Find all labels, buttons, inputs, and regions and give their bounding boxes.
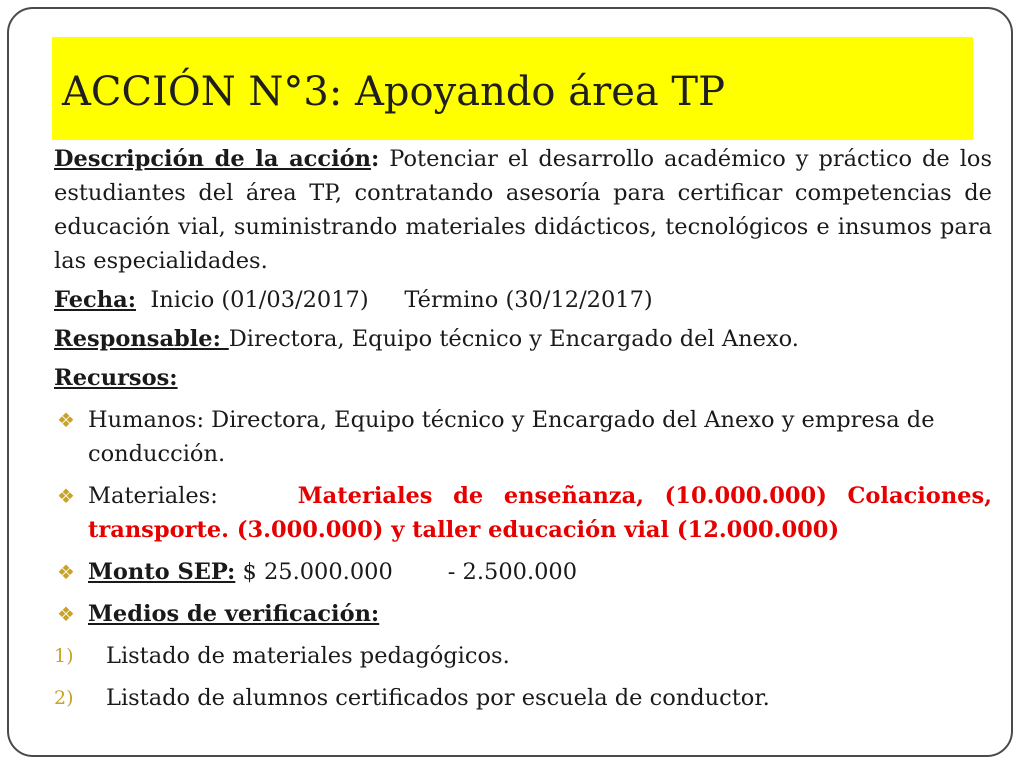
medios-list-text: Listado de materiales pedagógicos. <box>106 643 510 669</box>
slide-content <box>54 142 992 715</box>
recursos-line <box>54 361 992 395</box>
monto-value: $ 25.000.000 <box>242 559 393 585</box>
list-number: 1) <box>54 645 74 667</box>
slide-title: ACCIÓN N°3: Apoyando área TP <box>62 69 726 115</box>
responsable-line <box>54 322 992 356</box>
descripcion-label: Descripción de la acción <box>54 146 371 172</box>
medios-item <box>54 597 992 631</box>
medios-label: Medios de verificación: <box>88 601 380 627</box>
humanos-item <box>54 403 992 471</box>
humanos-text: Humanos: Directora, Equipo técnico y Encargado del Anexo y empresa de conducción. <box>88 407 935 467</box>
medios-list-item <box>54 639 992 673</box>
descripcion-separator: : <box>370 146 380 172</box>
responsable-label: Responsable: <box>54 326 229 352</box>
medios-list-text: Listado de alumnos certificados por escuela de conductor. <box>106 685 770 711</box>
recursos-label: Recursos: <box>54 365 178 391</box>
medios-list-item <box>54 681 992 715</box>
materiales-label: Materiales: <box>88 483 218 509</box>
list-number: 2) <box>54 687 74 709</box>
fecha-line <box>54 283 992 317</box>
descripcion-text: Potenciar el desarrollo académico y práctico de los estudiantes del área TP, contratando asesoría para certificar competencias de educación vial, suministrando materiales didácticos, tecnológicos e insumos para las especialidades. <box>54 146 992 274</box>
monto-label: Monto SEP: <box>88 559 236 585</box>
descripcion-paragraph <box>54 142 992 278</box>
diamond-bullet-icon: ❖ <box>57 602 75 626</box>
fecha-label: Fecha: <box>54 287 137 313</box>
diamond-bullet-icon: ❖ <box>57 408 75 432</box>
diamond-bullet-icon: ❖ <box>57 560 75 584</box>
fecha-termino: Término (30/12/2017) <box>404 287 653 313</box>
responsable-text: Directora, Equipo técnico y Encargado del Anexo. <box>228 326 799 352</box>
monto-item <box>54 555 992 589</box>
materiales-text: Materiales de enseñanza, (10.000.000) Colaciones, transporte. (3.000.000) y taller educación vial (12.000.000) <box>88 483 992 543</box>
diamond-bullet-icon: ❖ <box>57 484 75 508</box>
monto-minus: - 2.500.000 <box>447 559 578 585</box>
fecha-inicio: Inicio (01/03/2017) <box>150 287 369 313</box>
materiales-item <box>54 479 992 547</box>
